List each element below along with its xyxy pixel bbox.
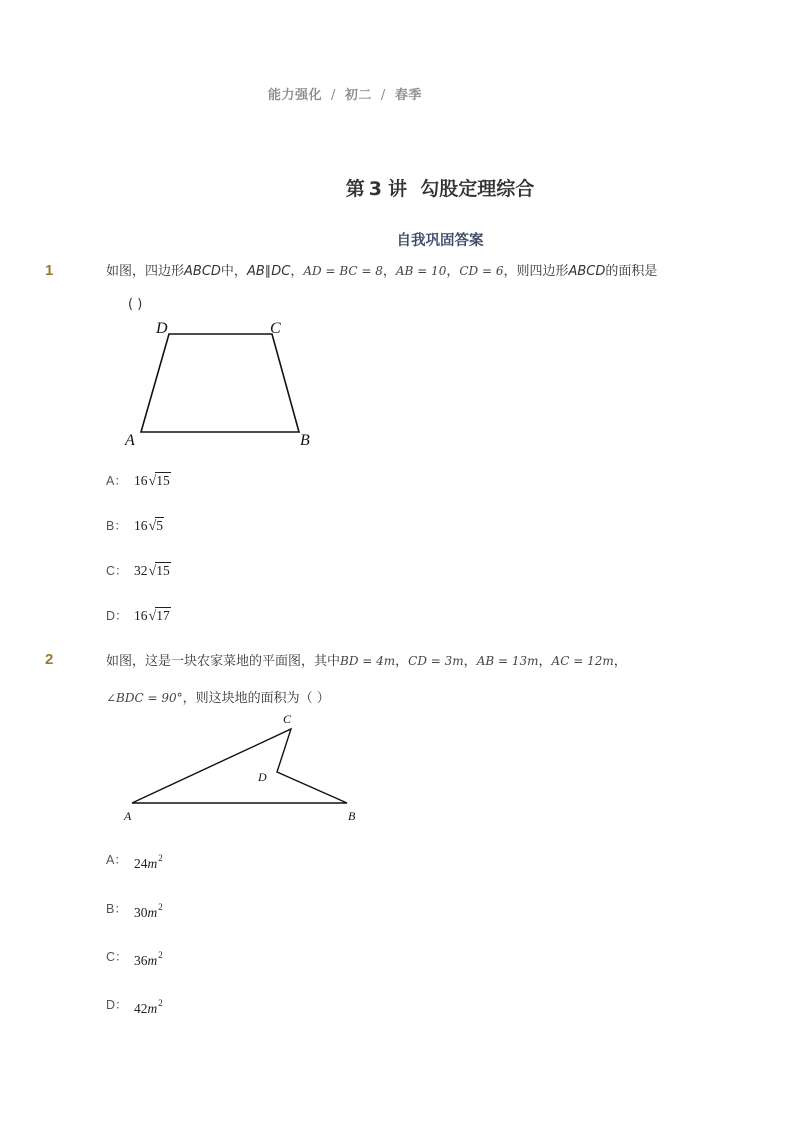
sqrt-symbol: √15 xyxy=(148,473,170,489)
option-value xyxy=(134,998,163,1017)
lecture-title xyxy=(0,174,800,201)
option-value xyxy=(134,517,164,535)
option-radicand: 15 xyxy=(156,563,170,578)
option-unit: m xyxy=(147,856,158,871)
option-c[interactable] xyxy=(106,946,163,972)
vertex-label-c: C xyxy=(283,712,292,726)
sqrt-symbol: √15 xyxy=(148,563,170,579)
vertex-label-a: A xyxy=(124,809,132,823)
math-expression: CD = 3m xyxy=(408,654,464,668)
option-d[interactable] xyxy=(106,994,163,1020)
stem-separator: ， xyxy=(463,654,477,669)
math-expression: ABCD xyxy=(568,264,606,279)
option-unit: m xyxy=(147,1001,158,1016)
option-exponent: 2 xyxy=(158,902,163,912)
breadcrumb-item-term: 春季 xyxy=(394,88,422,103)
breadcrumb-separator: / xyxy=(331,88,336,103)
trapezoid-figure xyxy=(118,315,328,455)
lecture-suffix: 讲 xyxy=(387,178,407,200)
lecture-prefix: 第 xyxy=(345,178,365,200)
math-expression: AB∥DC xyxy=(246,264,291,279)
math-expression: ∠BDC = 90° xyxy=(106,691,183,705)
option-unit: m xyxy=(147,953,158,968)
option-unit: m xyxy=(147,905,158,920)
stem-text: ，则这块地的面积为（ ） xyxy=(182,691,330,706)
option-b[interactable] xyxy=(106,515,164,541)
option-coefficient: 16 xyxy=(134,608,148,623)
option-coefficient: 36 xyxy=(134,953,148,968)
option-radicand: 15 xyxy=(156,473,170,488)
option-coefficient: 16 xyxy=(134,518,148,533)
stem-separator: ， xyxy=(290,264,304,279)
option-exponent: 2 xyxy=(158,853,163,863)
math-expression: ABCD xyxy=(184,264,221,279)
lecture-topic: 勾股定理综合 xyxy=(420,178,535,200)
stem-text: 中， xyxy=(220,264,247,279)
sqrt-symbol: √5 xyxy=(148,518,163,534)
vertex-label-b: B xyxy=(348,809,356,823)
option-radicand: 17 xyxy=(156,608,170,623)
garden-plot-shape xyxy=(132,729,347,803)
sqrt-symbol: √17 xyxy=(148,608,170,624)
option-label: C： xyxy=(106,950,128,964)
vertex-label-d: D xyxy=(258,770,267,784)
option-radicand: 5 xyxy=(156,518,163,533)
math-expression: AD = BC = 8 xyxy=(303,264,383,278)
option-exponent: 2 xyxy=(158,950,163,960)
garden-plot-figure xyxy=(118,708,368,826)
trapezoid-shape xyxy=(141,334,299,432)
option-a[interactable] xyxy=(106,470,171,496)
vertex-label-b: B xyxy=(300,432,310,449)
option-value xyxy=(134,902,163,921)
option-label: B： xyxy=(106,519,127,533)
math-expression: AC = 12m xyxy=(551,654,614,668)
option-value xyxy=(134,950,163,969)
option-exponent: 2 xyxy=(158,998,163,1008)
option-label: C： xyxy=(106,564,128,578)
math-expression: AB = 10 xyxy=(395,264,447,278)
stem-separator: ， xyxy=(613,654,627,669)
question-stem-line xyxy=(106,652,627,671)
option-label: D： xyxy=(106,998,128,1012)
option-value xyxy=(134,562,171,580)
option-label: D： xyxy=(106,609,128,623)
option-b[interactable] xyxy=(106,898,163,924)
option-value xyxy=(134,853,163,872)
option-a[interactable] xyxy=(106,849,163,875)
option-coefficient: 24 xyxy=(134,856,148,871)
stem-separator: ， xyxy=(538,654,552,669)
question-number: 1 xyxy=(45,262,54,279)
stem-text: 的面积是 xyxy=(605,264,658,279)
option-coefficient: 42 xyxy=(134,1001,148,1016)
math-expression: BD = 4m xyxy=(340,654,396,668)
stem-text: ，则四边形 xyxy=(503,264,569,279)
option-label: A： xyxy=(106,474,127,488)
option-value xyxy=(134,607,171,625)
section-title: 自我巩固答案 xyxy=(396,233,484,249)
breadcrumb xyxy=(268,84,422,103)
vertex-label-c: C xyxy=(270,320,281,337)
stem-separator: ， xyxy=(395,654,409,669)
vertex-label-a: A xyxy=(125,432,135,449)
stem-separator: ， xyxy=(446,264,460,279)
lecture-number: 3 xyxy=(368,178,382,200)
vertex-label-d: D xyxy=(156,320,168,337)
option-value xyxy=(134,472,171,490)
option-coefficient: 16 xyxy=(134,473,148,488)
option-c[interactable] xyxy=(106,560,171,586)
stem-text: 如图，四边形 xyxy=(106,264,185,279)
option-coefficient: 32 xyxy=(134,563,148,578)
breadcrumb-item-grade: 初二 xyxy=(344,88,372,103)
math-expression: AB = 13m xyxy=(476,654,539,668)
question-stem-line xyxy=(106,689,330,708)
option-d[interactable] xyxy=(106,605,171,631)
breadcrumb-separator: / xyxy=(380,88,386,103)
answer-blank: ( ) xyxy=(128,297,143,312)
question-stem-line xyxy=(106,262,657,281)
option-label: B： xyxy=(106,902,127,916)
option-label: A： xyxy=(106,853,127,867)
breadcrumb-item-course: 能力强化 xyxy=(268,88,323,103)
question-number: 2 xyxy=(45,651,54,668)
stem-separator: ， xyxy=(382,264,396,279)
option-coefficient: 30 xyxy=(134,905,148,920)
math-expression: CD = 6 xyxy=(459,264,504,278)
stem-text: 如图，这是一块农家菜地的平面图，其中 xyxy=(106,654,341,669)
